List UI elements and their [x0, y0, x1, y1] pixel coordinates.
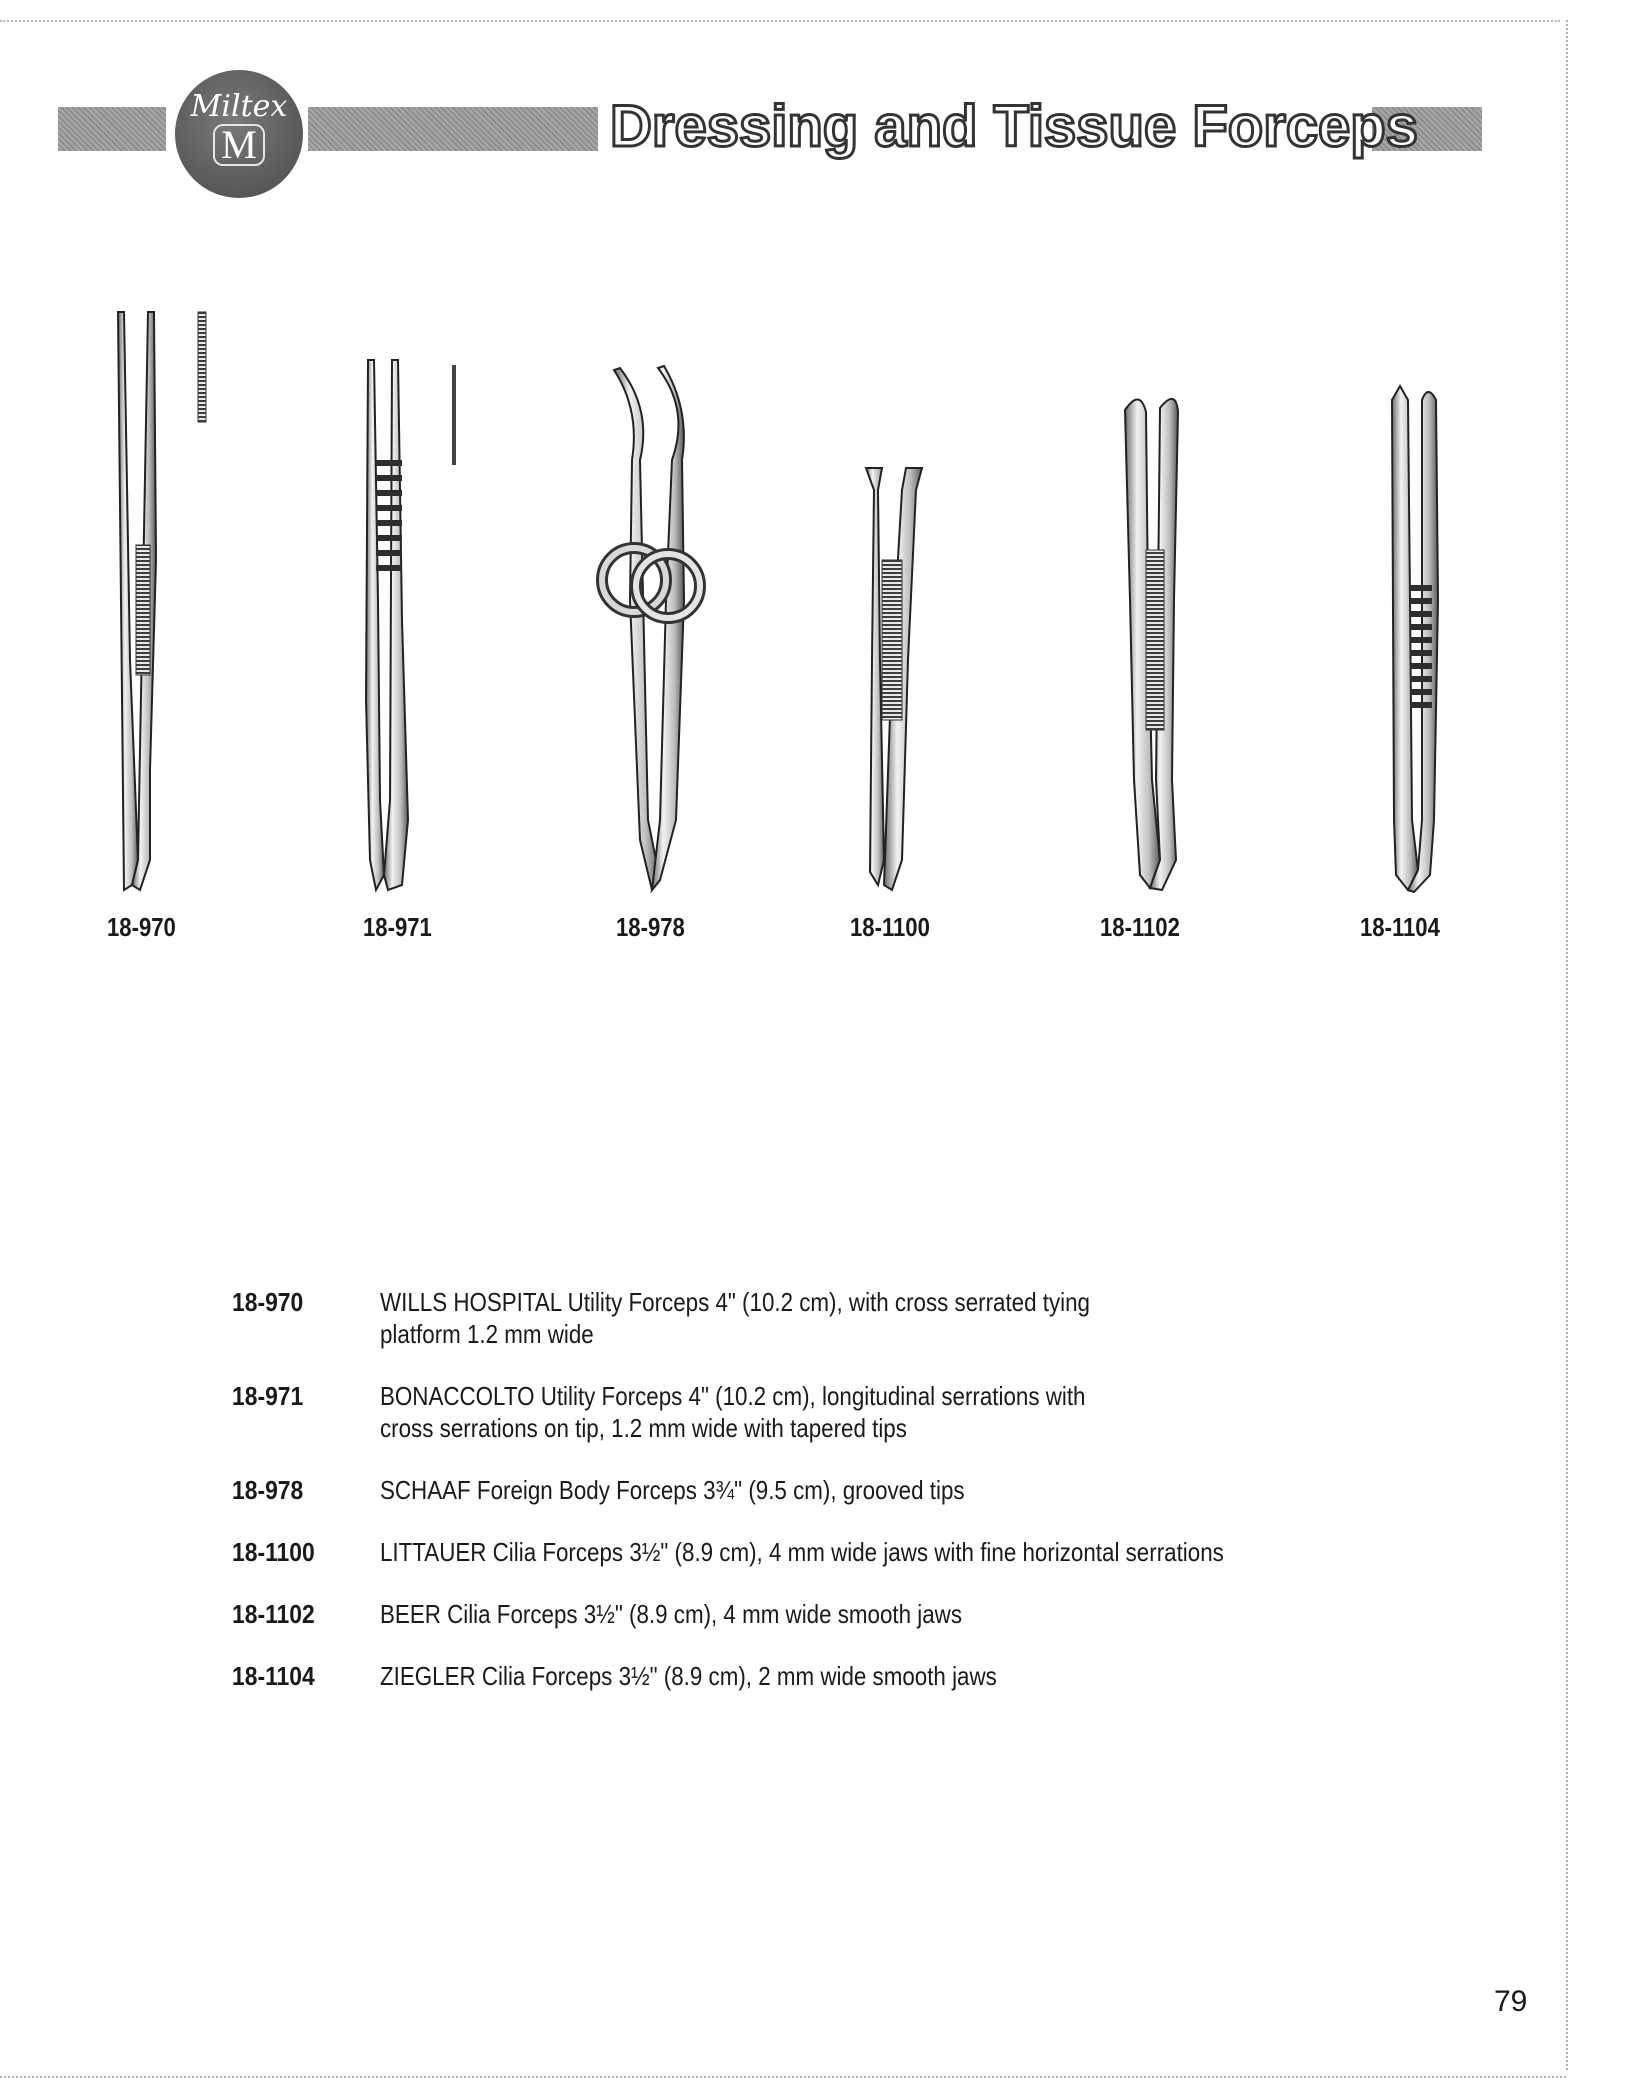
item-label-18-1102: 18-1102 — [1100, 912, 1180, 942]
spec-code: 18-1104 — [232, 1661, 315, 1691]
spec-row — [232, 1286, 1532, 1350]
item-label-18-1104: 18-1104 — [1360, 912, 1440, 942]
forceps-18-971-illustration — [366, 360, 456, 890]
spec-description-line: cross serrations on tip, 1.2 mm wide with tapered tips — [380, 1413, 907, 1443]
spec-code: 18-970 — [232, 1287, 304, 1317]
item-label-18-971: 18-971 — [363, 912, 432, 942]
logo-monogram: M — [213, 124, 265, 166]
top-border — [0, 20, 1560, 22]
spec-description — [380, 1474, 1326, 1506]
spec-description-line: platform 1.2 mm wide — [380, 1319, 594, 1349]
spec-row — [232, 1598, 1532, 1630]
spec-code: 18-1100 — [232, 1537, 315, 1567]
item-label-18-970: 18-970 — [107, 912, 176, 942]
right-border — [1566, 20, 1568, 2070]
spec-code: 18-978 — [232, 1475, 304, 1505]
header-band-middle — [308, 107, 598, 151]
forceps-18-1104-illustration — [1392, 386, 1438, 892]
spec-description-line: WILLS HOSPITAL Utility Forceps 4" (10.2 cm), with cross serrated tying — [380, 1287, 1090, 1317]
spec-code: 18-971 — [232, 1381, 304, 1411]
spec-description — [380, 1660, 1326, 1692]
spec-description-line: BONACCOLTO Utility Forceps 4" (10.2 cm), longitudinal serrations with — [380, 1381, 1086, 1411]
spec-description — [380, 1286, 1326, 1350]
spec-row — [232, 1474, 1532, 1506]
forceps-18-978-illustration — [602, 366, 700, 890]
spec-description — [380, 1536, 1326, 1568]
spec-description-line: ZIEGLER Cilia Forceps 3½" (8.9 cm), 2 mm wide smooth jaws — [380, 1661, 997, 1691]
header-band-left — [58, 107, 166, 151]
spec-description-line: LITTAUER Cilia Forceps 3½" (8.9 cm), 4 mm wide jaws with fine horizontal serrations — [380, 1537, 1224, 1567]
bottom-border — [0, 2076, 1566, 2078]
spec-row — [232, 1380, 1532, 1444]
page-title: Dressing and Tissue Forceps — [610, 94, 1418, 159]
instrument-illustrations — [0, 300, 1550, 920]
spec-list — [232, 1286, 1532, 1692]
forceps-18-970-illustration — [118, 312, 206, 890]
item-label-18-978: 18-978 — [616, 912, 685, 942]
miltex-logo — [175, 70, 303, 198]
page-number: 79 — [1494, 1985, 1528, 2018]
item-label-18-1100: 18-1100 — [850, 912, 930, 942]
logo-script: Miltex — [190, 89, 288, 124]
spec-row — [232, 1536, 1532, 1568]
forceps-18-1102-illustration — [1125, 399, 1178, 890]
spec-description — [380, 1380, 1326, 1444]
spec-code: 18-1102 — [232, 1599, 315, 1629]
spec-description — [380, 1598, 1326, 1630]
spec-row — [232, 1660, 1532, 1692]
forceps-18-1100-illustration — [866, 468, 922, 890]
spec-description-line: BEER Cilia Forceps 3½" (8.9 cm), 4 mm wide smooth jaws — [380, 1599, 963, 1629]
spec-description-line: SCHAAF Foreign Body Forceps 3¾" (9.5 cm), grooved tips — [380, 1475, 965, 1505]
